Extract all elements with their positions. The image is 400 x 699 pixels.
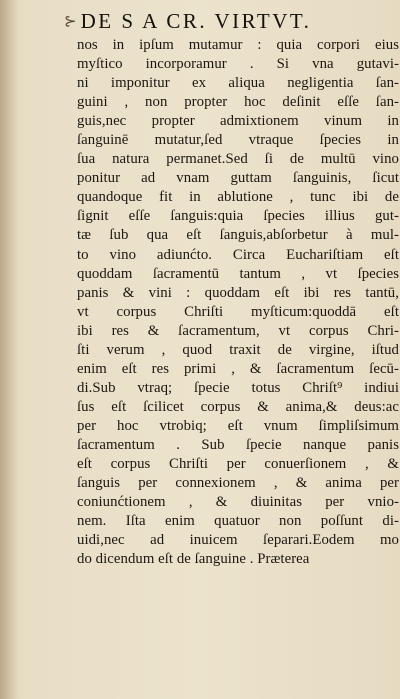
text-line: vt corpus Chriſti myſticum:quoddā eſt [77, 303, 399, 320]
text-line: quoddam ſacramentū tantum , vt ſpecies [77, 265, 399, 282]
ornament-icon: ⊱ [64, 12, 77, 30]
text-line: myſtico incorporamur . Si vna gutavi- [77, 56, 399, 73]
text-line: eſt corpus Chriſti per conuerſionem , & [77, 456, 399, 473]
text-line: ſacramentum . Sub ſpecie nanque panis [77, 436, 399, 453]
text-line: ſanguinē mutatur,ſed vtraque ſpecies in [77, 132, 399, 149]
text-line: to vino adiunćto. Circa Euchariſtiam eſt [77, 246, 399, 263]
text-line: uidi,nec ad inuicem ſeparari.Eodem mo [77, 532, 399, 549]
text-line: ſua natura permanet.Sed ſi de multū vino [77, 151, 399, 168]
text-line: quandoque fit in ablutione , tunc ibi de [77, 189, 399, 206]
text-line: ponitur ad vnam guttam ſanguinis, ſicut [77, 170, 399, 187]
running-head [64, 6, 394, 36]
text-line: guini , non propter hoc deſinit eſſe ſan- [77, 94, 399, 111]
text-line: ibi res & ſacramentum, vt corpus Chri- [77, 322, 399, 339]
running-head-title: DE S A CR. VIRTVT. [80, 8, 312, 33]
text-line: do dicendum eſt de ſanguine . Præterea [77, 551, 310, 568]
text-line: ſus eſt ſcilicet corpus & anima,& deus:ac [77, 398, 399, 415]
text-line: nem. Iſta enim quatuor non poſſunt di- [77, 513, 399, 530]
text-line: guis,nec propter admixtionem vinum in [77, 113, 399, 130]
text-line: nos in ipſum mutamur : quia corpori eius [77, 37, 399, 53]
text-line: ſanguis per connexionem , & anima per [77, 475, 399, 492]
body-text [77, 36, 399, 569]
text-line: tæ ſub qua eſt ſanguis,abſorbetur à mul- [77, 227, 399, 244]
text-line: panis & vini : quoddam eſt ibi res tantū, [77, 284, 399, 301]
gutter-shadow [0, 0, 18, 699]
text-line: ſti verum , quod traxit de virgine, iſtud [77, 341, 399, 358]
text-line: per hoc vtrobiq; eſt vnum ſimpliſsimum [77, 417, 399, 434]
text-line: coniunćtionem , & diuinitas per vnio- [77, 494, 399, 511]
text-line: ſignit eſſe ſanguis:quia ſpecies illius gut- [77, 208, 399, 225]
text-line: di.Sub vtraq; ſpecie totus Chriſt⁹ indiui [77, 379, 399, 396]
text-line: enim eſt res primi , & ſacramentum ſecū- [77, 360, 399, 377]
text-line: ni imponitur ex aliqua negligentia ſan- [77, 75, 399, 92]
